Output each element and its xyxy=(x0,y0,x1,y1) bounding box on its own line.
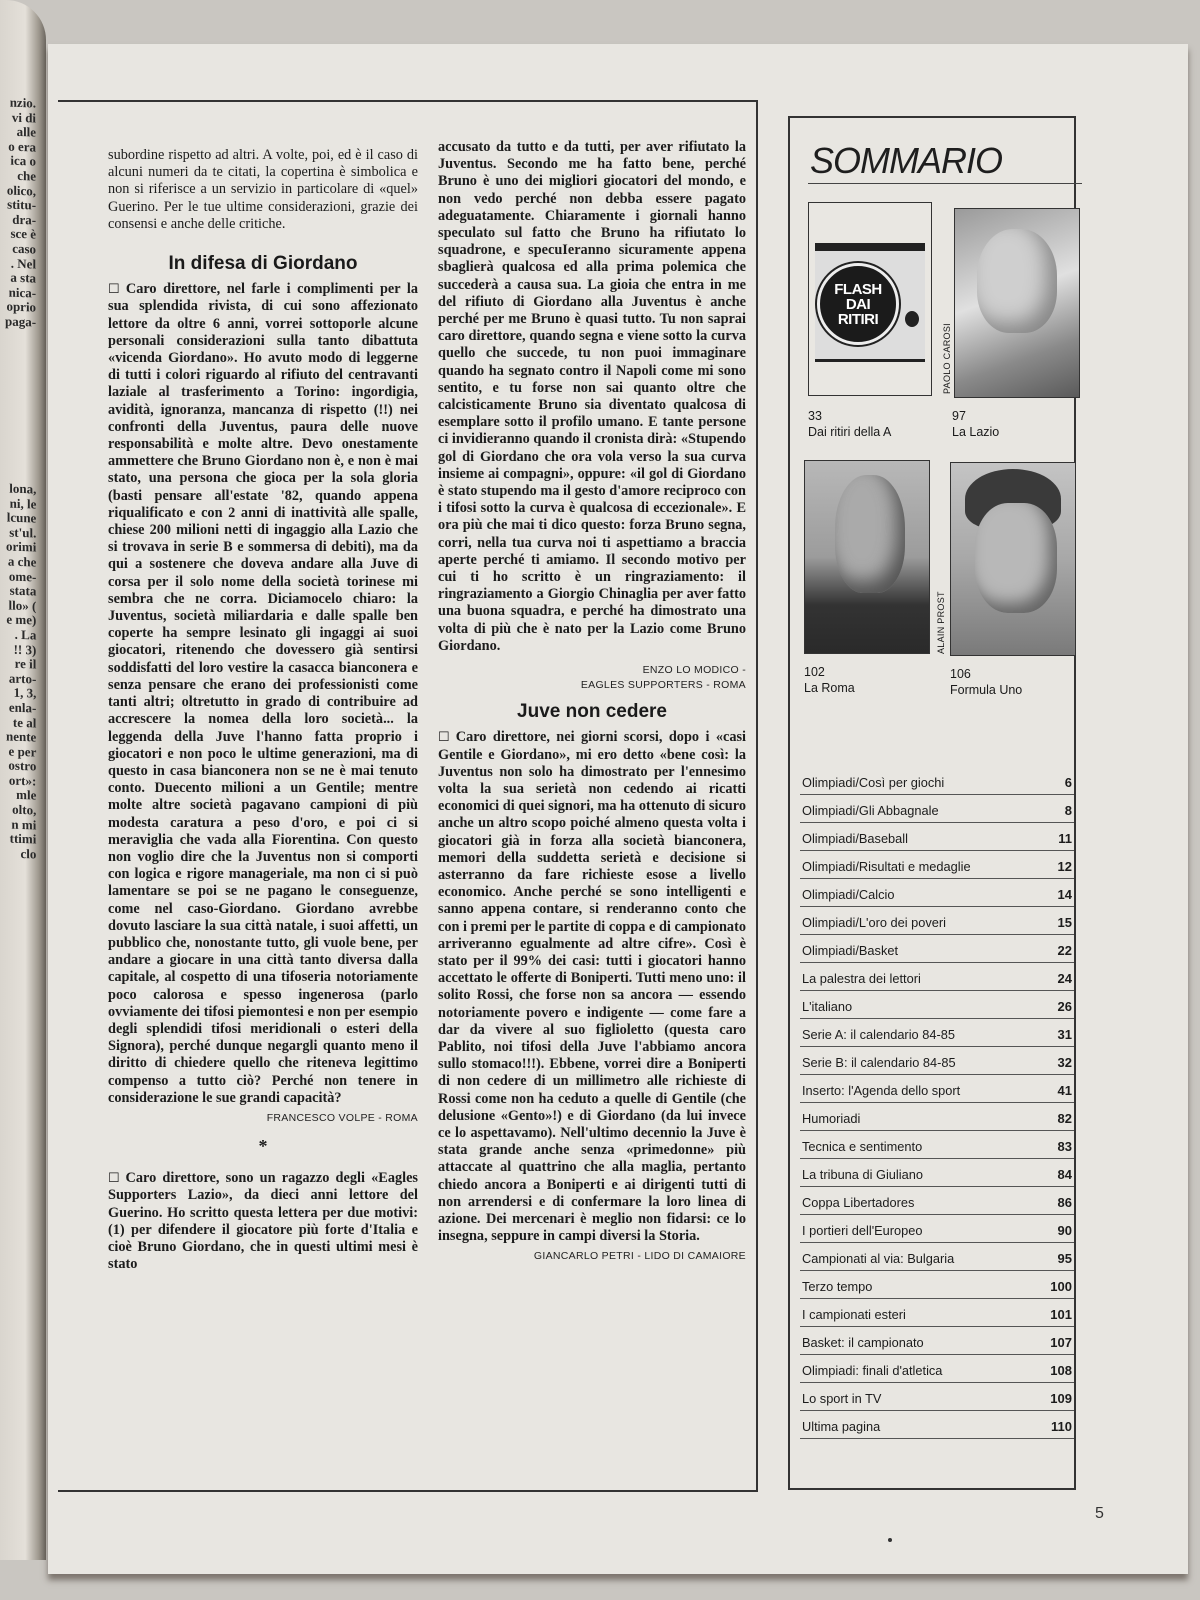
toc-item[interactable]: Olimpiadi/Basket 22 xyxy=(800,935,1074,963)
toc-item[interactable]: La palestra dei lettori 24 xyxy=(800,963,1074,991)
letter-body-lo-modico-end: accusato da tutto e da tutti, per aver rifiutato la Juventus. Secondo me ha fatto bene, perché Bruno è uno dei migliori giocatori del mondo, e non vedo perché non debba essere pagato adeguatamente. Chiaramente i giornali hanno speculato sul fatto che Bruno ha rifiutato lo squadrone, e specuIeranno sicuramente appena sbaglierà qualcosa ed alla prima polemica che succederà a causa sua. La gioia che entra in me del rifiuto di Giordano alla Juventus è anche perché per me Bruno è quasi tutto. Tu non saprai caro direttore, quando segna e viene sotto la curva quello che succede, tu non puoi immaginare quando ha segnato contro il Napoli come mi sono sentito, e tu forse non sai quanto oltre che calcisticamente Bruno sia diventato qualcosa di esemplare sotto il profilo umano. E tante persone ci invidieranno quando il cronista dirà: «Stupendo gol di Giordano che ora vola verso la sua curva insieme ai compagni», oppure: «il gol di Giordano è stato stupendo ma il gesto d'amore reciproco con i tifosi sotto la curva è qualcosa di eccezionale». E ora più che mai ti dico questo: forza Bruno segna, corri, nella tua curva noi ti aspettiamo a braccia aperte perché ti amiamo. Il secondo motivo per cui ti ho scritto è un ringraziamento: il ringraziamento a Giorgio Chinaglia per aver fatto una buona squadra, e perché ha dimostrato una volta di più che è nato per la Lazio come Bruno Giordano. xyxy=(438,139,746,654)
editor-reply-end: subordine rispetto ad altri. A volte, poi, ed è il caso di alcuni numeri da te citati, la copertina è simbolica e non si riferisce a un servizio in particolare di «quel» Guerino. Per le tue ultime considerazioni, grazie dei consensi e anche delle critiche. xyxy=(108,147,418,232)
featured-roma-photo[interactable] xyxy=(804,460,930,654)
letter-heading-difesa-giordano: In difesa di Giordano xyxy=(168,253,358,275)
toc-item[interactable]: La tribuna di Giuliano 84 xyxy=(800,1159,1074,1187)
letter-body-volpe: ☐ Caro direttore, nel farle i complimenti per la sua splendida rivista, di cui sono affezionato lettore da oltre 6 anni, vorrei sottoporle alcune personali considerazioni sulla tanto dibattuta «vicenda Giordano». Ho avuto modo di leggerne di tutti i colori riguardo al rifiuto del centravanti laziale al trasferimento a Torino: ingordigia, avidità, ignoranza, mancanza di rispetto (!!) nei confronti della Juventus, paura delle nuove responsabilità e molte altre. Devo onestamente ammettere che Bruno Giordano non è, e non è mai stato, una persona che gioca per la sola gloria (basti pensare all'estate '82, quando appena riqualificato e con 2 anni di inattività alle spalle, chiese 200 milioni netti di ingaggio alla Lazio che si trovava in serie B e sommersa di debiti), ma da qui a sostenere che doveva andare alla Juve di corsa per il solo nome della società torinese mi sembra che ne corra. Diciamocelo chiaro: la Juventus, società miliardaria e dalle spalle ben coperte ha sempre lesinato gli ingaggi ai suoi giocatori, ritenendo che dovessero già sentirsi soddisfatti del loro vestire la casacca bianconera e senza pensare che erano dei professionisti come tanti altri; oltretutto in grado di contribuire ad accrescere la nomea della loro società... la leggenda della Juve l'hanno fatta proprio i giocatori e non poco le ultime generazioni, ma di questo in casa bianconera non se ne è mai tenuto conto. Duecento milioni a un Gentile; mentre molte altre società pagavano campioni di più modesta caratura a peso d'oro, e poi ci si meraviglia che vada alla Fiorentina. Con questo non voglio dire che la Juventus non si comporti con logica e rigore manageriale, ma non ci si può lamentare se poi se ne pagano le conseguenze, come nel caso-Giordano. Giordano avrebbe dovuto lasciare la sua città natale, i suoi affetti, un pubblico che, nonostante tutto, gli vuole bene, per andare a giocare in una città tanto diversa dalla capitale, al cospetto di una tifoseria notoriamente poco calorosa e spesso ingenerosa (parlo ovviamente dei tifosi piemontesi e non per esempio degli splendidi tifosi meridionali o esteri della Signora), perché dunque negargli quanto meno il diritto di chiedere quello che riteneva legittimo compenso a tutto ciò? Perché non tenere in considerazione le sue grandi capacità? xyxy=(108,281,418,1106)
toc-item[interactable]: Serie B: il calendario 84-85 32 xyxy=(800,1047,1074,1075)
featured-caption-33[interactable]: 33 Dai ritiri della A xyxy=(808,409,892,439)
portrait-face xyxy=(835,475,905,593)
toc-item[interactable]: Coppa Libertadores 86 xyxy=(800,1187,1074,1215)
summary-title: SOMMARIO xyxy=(810,140,1003,181)
print-speck xyxy=(888,1538,892,1542)
toc-item[interactable]: Campionati al via: Bulgaria 95 xyxy=(800,1243,1074,1271)
letter-signature-volpe: FRANCESCO VOLPE - ROMA xyxy=(266,1111,418,1124)
letter-heading-juve-non-cedere: Juve non cedere xyxy=(517,701,667,723)
previous-page-text-middle: lona, ni, le lcune st'ul. orimi a che ome- stata llo» ( e me) . La !! 3) re il arto- 1, 3, enla- te al nente e per ostro ort»: mle olto, n mi ttimi clo xyxy=(5,480,36,862)
toc-item[interactable]: I campionati esteri 101 xyxy=(800,1299,1074,1327)
toc-item[interactable]: L'italiano 26 xyxy=(800,991,1074,1019)
featured-lazio-photo[interactable] xyxy=(954,208,1080,398)
bullet-box-icon: ☐ xyxy=(108,1170,126,1186)
table-of-contents xyxy=(800,767,1074,1439)
toc-item[interactable]: Ultima pagina 110 xyxy=(800,1411,1074,1439)
toc-item[interactable]: Lo sport in TV 109 xyxy=(800,1383,1074,1411)
toc-item[interactable]: Olimpiadi/Risultati e medaglie 12 xyxy=(800,851,1074,879)
separator-asterisk: * xyxy=(258,1135,268,1156)
bullet-box-icon: ☐ xyxy=(108,281,126,297)
featured-caption-106[interactable]: 106 Formula Uno xyxy=(950,667,1023,697)
toc-item[interactable]: Olimpiadi/Calcio 14 xyxy=(800,879,1074,907)
toc-item[interactable]: Serie A: il calendario 84-85 31 xyxy=(800,1019,1074,1047)
featured-flash-dai-ritiri-image[interactable] xyxy=(808,202,932,396)
photo-credit-carosi: PAOLO CAROSI xyxy=(942,323,952,394)
camera-lens-icon xyxy=(905,311,919,327)
portrait-face xyxy=(977,229,1057,333)
letter-body-lo-modico-start: ☐ Caro direttore, sono un ragazzo degli «Eagles Supporters Lazio», da dieci anni lettore del Guerino. Ho scritto questa lettera per due motivi: (1) per difendere il giocatore più forte d'Italia e cioè Bruno Giordano, che in questi ultimi mesi è stato xyxy=(108,1170,418,1273)
toc-item[interactable]: I portieri dell'Europeo 90 xyxy=(800,1215,1074,1243)
featured-formula-uno-photo[interactable] xyxy=(950,462,1076,656)
previous-page-text-top: nzio. vi di alle o era ica o che olico, stitu- dra- sce è caso . Nel a sta nica- oprio paga- xyxy=(4,94,36,330)
toc-item[interactable]: Basket: il campionato 107 xyxy=(800,1327,1074,1355)
toc-item[interactable]: Olimpiadi/Baseball 11 xyxy=(800,823,1074,851)
portrait-face xyxy=(975,503,1057,613)
featured-caption-102[interactable]: 102 La Roma xyxy=(804,665,855,695)
toc-item[interactable]: Humoriadi 82 xyxy=(800,1103,1074,1131)
toc-item[interactable]: Olimpiadi/L'oro dei poveri 15 xyxy=(800,907,1074,935)
page-number: 5 xyxy=(1095,1505,1104,1522)
letter-signature-lo-modico: ENZO LO MODICO - EAGLES SUPPORTERS - ROMA xyxy=(580,664,746,692)
summary-title-rule xyxy=(808,183,1082,184)
letter-body-petri: ☐ Caro direttore, nei giorni scorsi, dopo i «casi Gentile e Giordano», mi ero detto «bene così: la Juventus non solo ha dimostrato per l'ennesimo volta la sua serietà non cedendo ai ricatti economici di quei signori, ma ha ottenuto di sicuro anche un altro scopo poiché almeno questa volta i giocatori già in forza alla società bianconera, memori della suddetta serietà e decisione si asterranno da fare richieste esose a livello economico. Anche perché se sono intelligenti e sanno appena contare, si renderanno conto che con i premi per le partite di coppa e di campionato arriveranno egualmente ad altre cifre». Così è stato per il 99% dei casi: tutti i giocatori hanno accettato le offerte di Boniperti. Tutti meno uno: il solito Rossi, che forse non sa ancora — essendo notoriamente povero e indigente — come fare a dar da vivere al suo figlioletto (questa caro Pablito, noi tifosi della Juve l'abbiamo ancora sullo stomaco!!!). Ebbene, vorrei dire a Boniperti di non cedere di un millimetro alle richieste di Rossi come non ha ceduto a quelle di Gentile (che delusione «Gento»!) e di Giordano (da lui invece ce lo aspettavamo). Nell'ultimo decennio la Juve è stata grande anche senza «primedonne» più attaccate al quattrino che alla maglia, pertanto chiedo ancora a Boniperti e ai dirigenti tutti di non arrendersi e di confermare la loro linea di azione. Dei mercenari è meglio non fidarsi: ce lo insegna, seppure in campi diversi la Storia. xyxy=(438,729,747,1245)
toc-item[interactable]: Olimpiadi/Così per giochi 6 xyxy=(800,767,1074,795)
flash-badge: FLASH DAI RITIRI xyxy=(817,263,899,345)
toc-item[interactable]: Tecnica e sentimento 83 xyxy=(800,1131,1074,1159)
previous-page-edge xyxy=(0,0,46,1560)
letters-column-1 xyxy=(108,147,418,1273)
bullet-box-icon: ☐ xyxy=(438,729,456,745)
toc-item[interactable]: Olimpiadi/Gli Abbagnale 8 xyxy=(800,795,1074,823)
toc-item[interactable]: Inserto: l'Agenda dello sport 41 xyxy=(800,1075,1074,1103)
toc-item[interactable]: Olimpiadi: finali d'atletica 108 xyxy=(800,1355,1074,1383)
toc-item[interactable]: Terzo tempo 100 xyxy=(800,1271,1074,1299)
letter-signature-petri: GIANCARLO PETRI - LIDO DI CAMAIORE xyxy=(533,1250,746,1263)
photo-credit-prost: ALAIN PROST xyxy=(936,591,946,654)
letters-column-2 xyxy=(438,139,746,1264)
featured-caption-97[interactable]: 97 La Lazio xyxy=(952,409,1000,439)
